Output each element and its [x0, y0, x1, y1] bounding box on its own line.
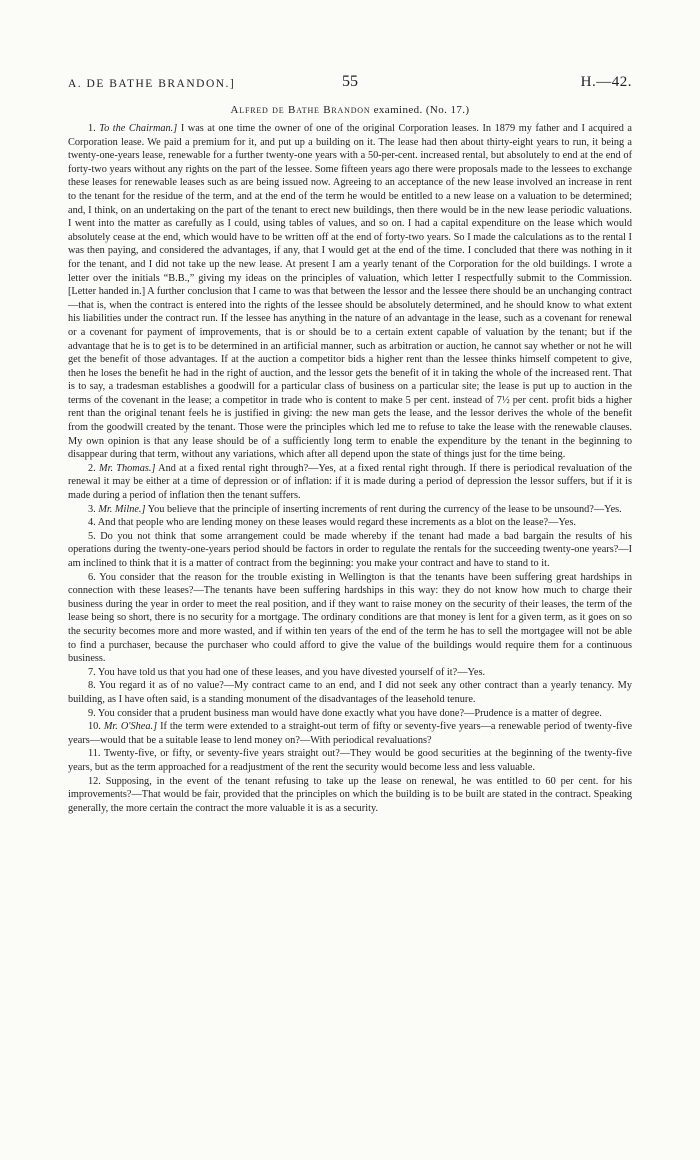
paragraph-text: You consider that a prudent business man would have done exactly what you have done?—Prudence is a matter of degree. — [95, 707, 602, 719]
examination-label: examined. (No. 17.) — [370, 104, 470, 116]
paragraph-text: I was at one time the owner of one of the original Corporation leases. In 1879 my father and I acquired a Corporation lease. We paid a premium for it, and put up a building on it. The lease had then about thirty-eight years to run, it being a twenty-one-years lease, renewable for a further twenty-one years with a 50-per-cent. increased rental, but absolutely to end at the end of forty-two years without any rights on the part of the lessee. Some fifteen years ago there were proposals made to the lessees to exchange these leases for renewable leases such as are being issued now. Agreeing to an acceptance of the new lease involved an increase in rent to the tenant for the residue of the term, and at the end of the term he would be entitled to a new lease on a valuation to be determined; and, I think, on an undertaking on the part of the tenant to erect new buildings, then there would be in the new lease periodic valuations. I went into the matter as carefully as I could, using tables of values, and so on. I had a capital expenditure on the lease which would absolutely cease at the end, which would have to be written off at the end of forty-two years. So I made the calculations as to the rental I was then paying, and considered the advantages, if any, that I would get at the end of the time. I concluded that there was nothing in it for the tenant, and I did not take up the new lease. At present I am a yearly tenant of the Corporation for the old buildings. I wrote a letter over the initials “B.B.,” giving my ideas on the principles of valuation, which letter I respectfully submit to the Commission. [Letter handed in.] A further conclusion that I came to was that between the lessor and the lessee there should be an unchanging contract—that is, when the contract is entered into the rights of the lessee should be absolutely determined, and he should know to what extent his liabilities under the contract run. If the lessee has anything in the nature of an advantage in the lease, such as a covenant for renewal or a covenant for payment of improvements, that is or should be to a certain extent capable of valuation by the tenant; but if the advantage that he is to get is to be determined in an artificial manner, such as arbitration or auction, he cannot say whether or not he will get the benefit of those advantages. If at the auction a competitor bids a higher rent than the lessee thinks himself competent to give, then he loses the benefit he had in the right of auction, and the lessor gets the benefit of it in taking the whole of the increased rent. That is to say, a tradesman establishes a goodwill for a particular class of business on a particular site; the lease is put up to auction in the terms of the covenant in the lease; a competitor in trade who is content to make 5 per cent. instead of 7½ per cent. profit bids a higher rent than the original tenant feels he is justified in giving: the new man gets the lease, and the lessor derives the whole of the benefit from the goodwill created by the tenant. Those were the principles which led me to refuse to take the lease with the renewable clauses. My own opinion is that any lease should be of a sufficiently long term to enable the expenditure by the tenant in the beginning to disappear during that term, without any variations, which after all depend upon the state of things just for the time being. — [68, 123, 632, 461]
speaker-label: Mr. O'Shea.] — [103, 721, 158, 733]
witness-heading — [68, 104, 632, 116]
question-number: 12. — [88, 775, 101, 787]
testimony-paragraph-12 — [68, 775, 632, 816]
question-number: 11. — [88, 748, 101, 760]
testimony-paragraph-5 — [68, 530, 632, 571]
header-witness-name: A. DE BATHE BRANDON.] — [68, 78, 236, 90]
question-number: 10. — [88, 721, 101, 733]
question-number: 9. — [88, 707, 96, 719]
page-number: 55 — [342, 73, 358, 90]
question-number: 2. — [88, 462, 96, 474]
speaker-label: To the Chairman.] — [99, 123, 178, 134]
question-number: 4. — [88, 517, 96, 529]
testimony-paragraph-9 — [68, 707, 632, 721]
running-header — [68, 62, 632, 92]
paragraph-text: You consider that the reason for the trouble existing in Wellington is that the tenants have been suffering great hardships in connection with these leases?—The tenants have been suffering hardships in this way: they do not know how much to charge their business during the year in order to meet the real position, and if they want to raise money on the security of their leases, the term of the lease being so short, there is no security for a mortgage. The ordinary conditions are that money is lent for a given term, as it goes on so the security becomes more and more wasted, and if within ten years of the end of the term he has to sell the mortgagee will not be able to find a purchaser, because the purchaser who could afford to give the value of the buildings would require them for a continuous business. — [68, 571, 632, 665]
question-number: 6. — [88, 571, 96, 583]
speaker-label: Mr. Thomas.] — [99, 462, 156, 474]
testimony-paragraph-8 — [68, 679, 632, 706]
witness-name: Alfred de Bathe Brandon — [230, 104, 371, 116]
paragraph-text: And that people who are lending money on these leases would regard these increments as a blot on the lease?—Yes. — [95, 517, 576, 529]
paragraph-text: And at a fixed rental right through?—Yes, at a fixed rental right through. If there is periodical revaluation of the renewal it may be either at a time of depression or of inflation: if it is made during a period of depression the lessor suffers, but if it is made during a period of inflation then the tenant suffers. — [68, 462, 632, 502]
question-number: 7. — [88, 666, 96, 678]
testimony-body — [68, 122, 632, 815]
question-number: 3. — [88, 503, 96, 515]
question-number: 1. — [88, 123, 96, 134]
testimony-paragraph-4 — [68, 516, 632, 530]
question-number: 5. — [88, 530, 96, 542]
testimony-paragraph-6 — [68, 571, 632, 666]
paragraph-text: Supposing, in the event of the tenant refusing to take up the lease on renewal, he was entitled to 60 per cent. for his improvements?—That would be fair, provided that the principles on which the building is to be built are stated in the contract. Speaking generally, the more certain the contract the more valuable it is as a security. — [68, 775, 632, 814]
paragraph-text: If the term were extended to a straight-out term of fifty or seventy-five years—a renewable period of twenty-five years—would that be a suitable lease to lend money on?—With periodical revaluations? — [68, 721, 633, 746]
question-number: 8. — [88, 680, 96, 692]
testimony-paragraph-1 — [68, 122, 632, 462]
speaker-label: Mr. Milne.] — [98, 503, 146, 515]
paragraph-text: You believe that the principle of inserting increments of rent during the currency of the lease to be unsound?—Yes. — [145, 503, 622, 515]
paragraph-text: Twenty-five, or fifty, or seventy-five years straight out?—They would be good securities at the beginning of the twenty-five years, but as the term approached for a readjustment of the rent the security would become less and less valuable. — [68, 748, 632, 773]
paragraph-text: You have told us that you had one of these leases, and you have divested yourself of it?—Yes. — [95, 666, 486, 678]
testimony-paragraph-7 — [68, 666, 632, 680]
testimony-paragraph-10 — [68, 720, 632, 747]
paragraph-text: Do you not think that some arrangement could be made whereby if the tenant had made a bad bargain the results of his operations during the twenty-one-years period should be factors in order to regulate the rentals for the succeeding twenty-one years?—I am inclined to think that it is a matter of contract from the beginning: you make your contract and have to stand to it. — [68, 530, 632, 569]
document-reference: H.—42. — [580, 74, 632, 90]
testimony-paragraph-3 — [68, 503, 632, 517]
paragraph-text: You regard it as of no value?—My contract came to an end, and I did not seek any other contract than a yearly tenancy. My building, as I have often said, is a standing monument of the disadvantages of the leasehold tenure. — [68, 680, 632, 705]
testimony-paragraph-11 — [68, 747, 632, 774]
testimony-paragraph-2 — [68, 462, 632, 503]
